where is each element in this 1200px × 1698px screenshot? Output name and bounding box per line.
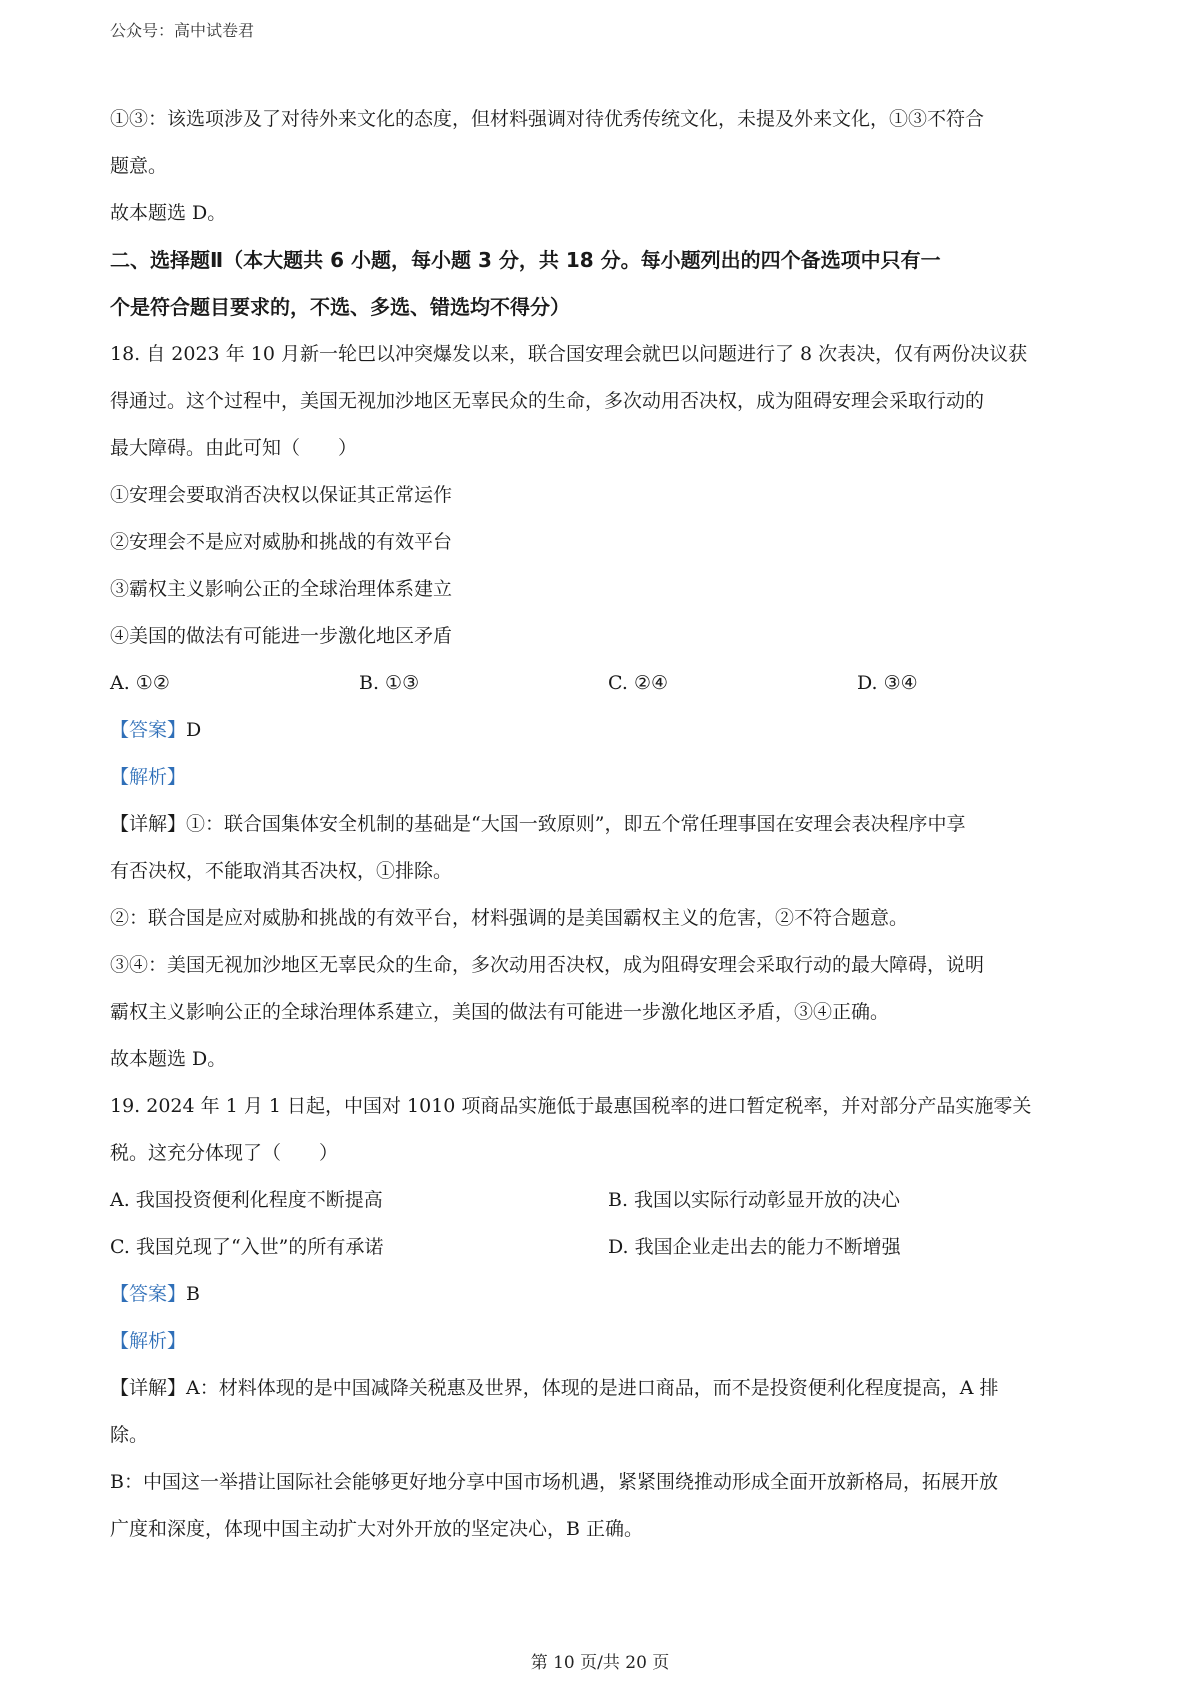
question-stem: 得通过。这个过程中，美国无视加沙地区无辜民众的生命，多次动用否决权，成为阻碍安理会采取行动的 — [110, 390, 985, 412]
answer-line — [110, 707, 1106, 754]
question-stem: 最大障碍。由此可知（ ） — [110, 437, 358, 459]
answer-options — [110, 660, 1106, 707]
section-heading: 二、选择题Ⅱ（本大题共 6 小题，每小题 3 分，共 18 分。每小题列出的四个备选项中只有一 — [110, 248, 941, 272]
option-c: C. ②④ — [608, 672, 669, 694]
detail-line: 故本题选 D。 — [110, 1048, 227, 1070]
detail-line: 广度和深度，体现中国主动扩大对外开放的坚定决心，B 正确。 — [110, 1518, 644, 1540]
detail-line: 霸权主义影响公正的全球治理体系建立，美国的做法有可能进一步激化地区矛盾，③④正确。 — [110, 1001, 890, 1023]
prev-analysis-line: 题意。 — [110, 155, 168, 177]
answer-label: 【答案】 — [110, 719, 187, 741]
statement-item: ②安理会不是应对威胁和挑战的有效平台 — [110, 531, 453, 553]
prev-conclusion: 故本题选 D。 — [110, 202, 227, 224]
statement-item: ③霸权主义影响公正的全球治理体系建立 — [110, 578, 453, 600]
question-stem: 19. 2024 年 1 月 1 日起，中国对 1010 项商品实施低于最惠国税率的进口暂定税率，并对部分产品实施零关 — [110, 1095, 1032, 1117]
analysis-label: 【解析】 — [110, 766, 187, 788]
detail-line: B：中国这一举措让国际社会能够更好地分享中国市场机遇，紧紧围绕推动形成全面开放新格局，拓展开放 — [110, 1471, 998, 1493]
section-heading: 个是符合题目要求的，不选、多选、错选均不得分） — [110, 295, 570, 319]
detail-line: 除。 — [110, 1424, 149, 1446]
detail-line: ②：联合国是应对威胁和挑战的有效平台，材料强调的是美国霸权主义的危害，②不符合题意。 — [110, 907, 909, 929]
answer-label: 【答案】 — [110, 1283, 187, 1305]
option-a: A. 我国投资便利化程度不断提高 — [110, 1189, 383, 1211]
analysis-label: 【解析】 — [110, 1330, 187, 1352]
option-d: D. ③④ — [857, 672, 918, 694]
detail-line — [110, 801, 1106, 848]
answer-line — [110, 1271, 1106, 1318]
statement-item: ④美国的做法有可能进一步激化地区矛盾 — [110, 625, 453, 647]
prev-analysis-line: ①③：该选项涉及了对待外来文化的态度，但材料强调对待优秀传统文化，未提及外来文化，①③不符合 — [110, 108, 985, 130]
watermark-header: 公众号：高中试卷君 — [110, 21, 255, 40]
question-stem: 税。这充分体现了（ ） — [110, 1142, 339, 1164]
answer-value: B — [186, 1283, 200, 1305]
answer-options-row — [110, 1177, 1106, 1224]
page-content — [110, 96, 1106, 1553]
detail-label: 【详解】 — [110, 813, 187, 835]
detail-line: ③④：美国无视加沙地区无辜民众的生命，多次动用否决权，成为阻碍安理会采取行动的最大障碍，说明 — [110, 954, 985, 976]
detail-text: ①：联合国集体安全机制的基础是“大国一致原则”，即五个常任理事国在安理会表决程序中享 — [186, 813, 966, 835]
detail-label: 【详解】 — [110, 1377, 187, 1399]
question-19 — [110, 1083, 1106, 1553]
question-18 — [110, 331, 1106, 1083]
option-d: D. 我国企业走出去的能力不断增强 — [608, 1236, 901, 1258]
statement-item: ①安理会要取消否决权以保证其正常运作 — [110, 484, 453, 506]
answer-value: D — [186, 719, 202, 741]
option-c: C. 我国兑现了“入世”的所有承诺 — [110, 1236, 384, 1258]
detail-line — [110, 1365, 1106, 1412]
detail-text: A：材料体现的是中国减降关税惠及世界，体现的是进口商品，而不是投资便利化程度提高，A 排 — [186, 1377, 999, 1399]
question-stem: 18. 自 2023 年 10 月新一轮巴以冲突爆发以来，联合国安理会就巴以问题进行了 8 次表决，仅有两份决议获 — [110, 343, 1028, 365]
detail-line: 有否决权，不能取消其否决权，①排除。 — [110, 860, 453, 882]
option-b: B. 我国以实际行动彰显开放的决心 — [608, 1189, 901, 1211]
answer-options-row — [110, 1224, 1106, 1271]
option-b: B. ①③ — [359, 672, 420, 694]
page-number: 第 10 页/共 20 页 — [530, 1653, 670, 1673]
option-a: A. ①② — [110, 672, 170, 694]
